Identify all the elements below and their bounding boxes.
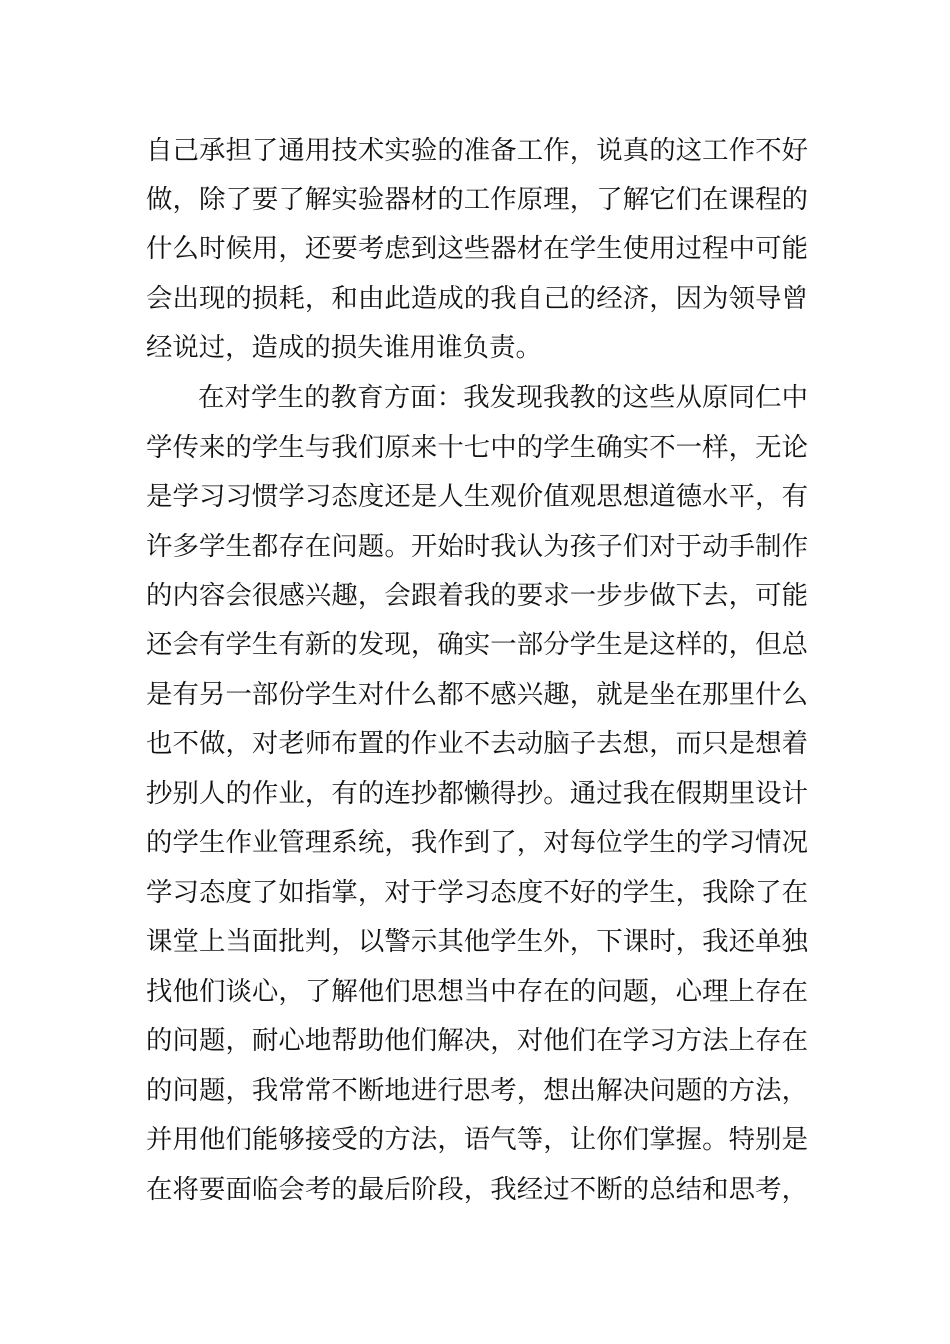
paragraph-first-line: 在对学生的教育方面：我发现我教的这些从原同仁中 [198,382,808,413]
text-line: 抄别人的作业，有的连抄都懒得抄。通过我在假期里设计 [146,778,808,809]
text-line: 经说过，造成的损失谁用谁负责。 [146,332,542,363]
text-line: 自己承担了通用技术实验的准备工作，说真的这工作不好 [146,135,808,166]
text-line: 还会有学生有新的发现，确实一部分学生是这样的，但总 [146,629,808,660]
text-line: 也不做，对老师布置的作业不去动脑子去想，而只是想着 [146,728,808,759]
text-line: 找他们谈心，了解他们思想当中存在的问题，心理上存在 [146,976,808,1007]
text-line: 并用他们能够接受的方法，语气等，让你们掌握。特别是 [146,1124,808,1155]
text-line: 在将要面临会考的最后阶段，我经过不断的总结和思考， [146,1174,808,1205]
text-line: 的内容会很感兴趣，会跟着我的要求一步步做下去，可能 [146,580,808,611]
text-line: 会出现的损耗，和由此造成的我自己的经济，因为领导曾 [146,283,808,314]
text-line: 的问题，耐心地帮助他们解决，对他们在学习方法上存在 [146,1025,808,1056]
text-line: 的学生作业管理系统，我作到了，对每位学生的学习情况 [146,827,808,858]
text-line: 学习态度了如指掌，对于学习态度不好的学生，我除了在 [146,877,808,908]
text-line: 学传来的学生与我们原来十七中的学生确实不一样，无论 [146,432,808,463]
text-line: 做，除了要了解实验器材的工作原理，了解它们在课程的 [146,184,808,215]
text-line: 是有另一部份学生对什么都不感兴趣，就是坐在那里什么 [146,679,808,710]
text-line: 的问题，我常常不断地进行思考，想出解决问题的方法， [146,1075,808,1106]
text-line: 许多学生都存在问题。开始时我认为孩子们对于动手制作 [146,531,808,562]
text-line: 什么时候用，还要考虑到这些器材在学生使用过程中可能 [146,233,808,264]
text-line: 是学习习惯学习态度还是人生观价值观思想道德水平，有 [146,481,808,512]
text-line: 课堂上当面批判，以警示其他学生外，下课时，我还单独 [146,926,808,957]
